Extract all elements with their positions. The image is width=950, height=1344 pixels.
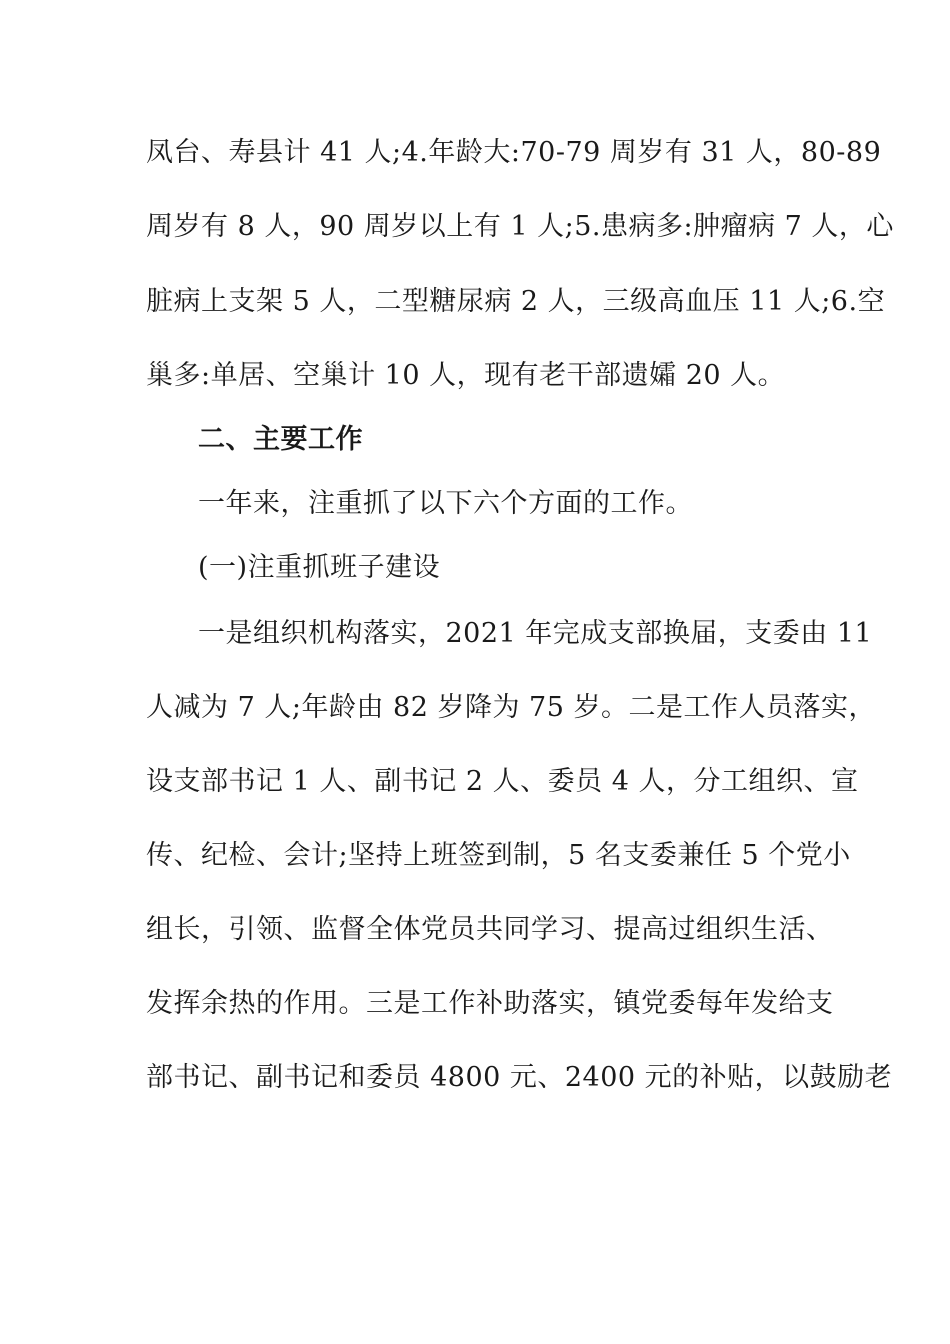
body-text-line: 人减为 7 人;年龄由 82 岁降为 75 岁。二是工作人员落实， (146, 692, 876, 723)
subsection-heading: (一)注重抓班子建设 (198, 552, 441, 583)
body-text-line: 传、纪检、会计;坚持上班签到制，5 名支委兼任 5 个党小 (146, 840, 851, 871)
body-text-line: 一年来，注重抓了以下六个方面的工作。 (198, 488, 693, 519)
body-text-line: 周岁有 8 人，90 周岁以上有 1 人;5.患病多:肿瘤病 7 人，心 (146, 211, 894, 242)
body-text-line: 部书记、副书记和委员 4800 元、2400 元的补贴，以鼓励老 (146, 1062, 893, 1093)
body-text-line: 发挥余热的作用。三是工作补助落实，镇党委每年发给支 (146, 988, 834, 1019)
body-text-line: 设支部书记 1 人、副书记 2 人、委员 4 人，分工组织、宣 (146, 766, 859, 797)
body-text-line: 脏病上支架 5 人，二型糖尿病 2 人，三级高血压 11 人;6.空 (146, 286, 886, 317)
body-text-line: 巢多:单居、空巢计 10 人，现有老干部遗孀 20 人。 (146, 360, 786, 391)
section-heading: 二、主要工作 (198, 424, 363, 455)
body-text-line: 凤台、寿县计 41 人;4.年龄大:70-79 周岁有 31 人，80-89 (146, 137, 882, 168)
body-text-line: 组长，引领、监督全体党员共同学习、提高过组织生活、 (146, 914, 834, 945)
body-text-line: 一是组织机构落实，2021 年完成支部换届，支委由 11 (198, 618, 873, 649)
